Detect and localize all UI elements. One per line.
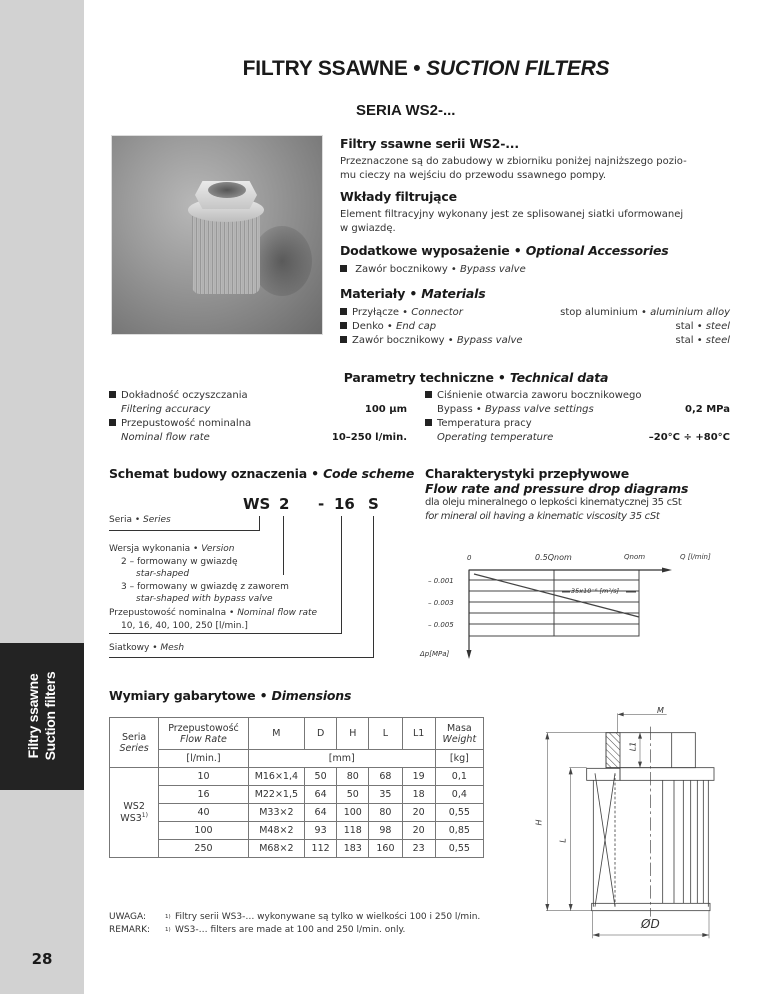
header-flow-pl: Przepustowość bbox=[168, 722, 239, 734]
code-scheme-title-pl: Schemat budowy oznaczenia • bbox=[109, 466, 324, 481]
x-tick-nom: Qnom bbox=[624, 553, 646, 561]
cell-l: 68 bbox=[369, 768, 402, 786]
code-v3-en: star-shaped with bypass valve bbox=[136, 594, 273, 604]
section2-line1: Element filtracyjny wykonany jest ze splisowanej siatki uformowanej bbox=[340, 209, 684, 220]
dimensions-table bbox=[109, 717, 484, 858]
tech-bypass-row bbox=[425, 403, 730, 417]
title-separator: • bbox=[407, 57, 427, 80]
cell-h: 80 bbox=[337, 768, 369, 786]
code-series-en: Series bbox=[143, 515, 171, 525]
flow-chart-svg bbox=[420, 550, 740, 665]
tech-accuracy-row bbox=[109, 403, 407, 417]
tech-bypass-en-prefix: Bypass • bbox=[437, 404, 485, 415]
tech-bypass-value: 0,2 MPa bbox=[685, 404, 730, 415]
section2-line2: w gwiazdę. bbox=[340, 223, 396, 234]
material-value bbox=[675, 334, 730, 348]
code-line-mesh bbox=[373, 516, 374, 658]
material-name bbox=[340, 320, 436, 334]
section2-title: Wkłady filtrujące bbox=[340, 189, 457, 204]
code-v3-pl: 3 – formowany w gwiazdę z zaworem bbox=[121, 581, 289, 592]
cell-l1: 18 bbox=[402, 786, 435, 804]
section-tab-label-pl: Filtry ssawne bbox=[25, 673, 41, 759]
code-line-flow bbox=[341, 516, 342, 634]
flow-chart-title-pl: Charakterystyki przepływowe bbox=[425, 466, 630, 481]
section1-title: Filtry ssawne serii WS2-... bbox=[340, 136, 519, 151]
cell-flow: 100 bbox=[159, 822, 248, 840]
flow-chart-header bbox=[425, 466, 735, 524]
cell-d: 93 bbox=[305, 822, 337, 840]
section1-text bbox=[340, 155, 730, 183]
section3-title-pl: Dodatkowe wyposażenie • bbox=[340, 243, 526, 258]
sidebar bbox=[0, 0, 84, 994]
material-name bbox=[340, 306, 463, 320]
table-row bbox=[110, 822, 484, 840]
code-scheme-title bbox=[109, 466, 414, 481]
code-series-label bbox=[109, 513, 171, 527]
cell-mass: 0,55 bbox=[435, 840, 483, 858]
cell-m: M22×1,5 bbox=[248, 786, 304, 804]
title-en: SUCTION FILTERS bbox=[426, 57, 610, 80]
note-pl-label: UWAGA: bbox=[109, 912, 146, 922]
viscosity-annotation: 35x10⁻⁶ [m²/s] bbox=[571, 587, 620, 595]
material-name-en: End cap bbox=[396, 321, 437, 332]
code-v2-en: star-shaped bbox=[136, 569, 190, 579]
x-tick-0: 0 bbox=[467, 554, 472, 562]
tech-temp-row bbox=[425, 431, 730, 445]
code-scheme-title-en: Code scheme bbox=[323, 466, 415, 481]
code-part-mesh: S bbox=[368, 495, 379, 513]
technical-right bbox=[425, 389, 730, 445]
material-name-en: Bypass valve bbox=[456, 335, 523, 346]
cell-l: 35 bbox=[369, 786, 402, 804]
table-row bbox=[110, 768, 484, 786]
flow-chart-subtitle-pl: dla oleju mineralnego o lepkości kinematycznej 35 cSt bbox=[425, 497, 682, 508]
cell-m: M68×2 bbox=[248, 840, 304, 858]
section1-line1: Przeznaczone są do zabudowy w zbiorniku poniżej najniższego pozio- bbox=[340, 156, 687, 167]
header-flow-en: Flow Rate bbox=[180, 733, 227, 745]
y-tick-1: – 0.003 bbox=[428, 599, 454, 607]
flow-chart-title-en: Flow rate and pressure drop diagrams bbox=[425, 481, 689, 496]
header-l: L bbox=[369, 718, 402, 750]
header-series-en: Series bbox=[119, 742, 149, 754]
cell-d: 64 bbox=[305, 804, 337, 822]
table-header-row bbox=[110, 718, 484, 750]
code-line-series bbox=[259, 516, 260, 531]
code-line-flow-h bbox=[109, 633, 342, 634]
accessory-item bbox=[340, 263, 526, 277]
title-pl: FILTRY SSAWNE bbox=[242, 57, 408, 80]
tech-temp-value: –20°C ÷ +80°C bbox=[648, 432, 730, 443]
label-l1: L1 bbox=[628, 741, 638, 752]
series-cell bbox=[110, 768, 159, 858]
technical-title-en: Technical data bbox=[509, 370, 609, 385]
code-flow-pl: Przepustowość nominalna • bbox=[109, 608, 238, 618]
tech-flow-value: 10–250 l/min. bbox=[331, 432, 407, 443]
cell-h: 183 bbox=[337, 840, 369, 858]
tech-bypass-en: Bypass valve settings bbox=[484, 404, 594, 415]
section2-text bbox=[340, 208, 730, 236]
section4-title-en: Materials bbox=[421, 286, 486, 301]
flow-chart-subtitle-en: for mineral oil having a kinematic viscosity 35 cSt bbox=[425, 511, 660, 522]
label-l: L bbox=[558, 838, 568, 843]
cell-h: 50 bbox=[337, 786, 369, 804]
header-l1: L1 bbox=[402, 718, 435, 750]
header-flow bbox=[159, 718, 248, 750]
cell-l: 98 bbox=[369, 822, 402, 840]
cell-d: 112 bbox=[305, 840, 337, 858]
note-pl-text: Filtry serii WS3-… wykonywane są tylko w wielkości 100 i 250 l/min. bbox=[175, 912, 481, 922]
filter-mesh-body bbox=[192, 216, 260, 294]
cell-flow: 40 bbox=[159, 804, 248, 822]
code-version-pl: Wersja wykonania • bbox=[109, 544, 202, 554]
code-mesh-en: Mesh bbox=[160, 643, 185, 653]
footnotes bbox=[109, 911, 480, 937]
series-ws3 bbox=[112, 812, 156, 824]
footnote-ref: 1) bbox=[141, 811, 148, 819]
note-en-label: REMARK: bbox=[109, 925, 151, 935]
technical-title-pl: Parametry techniczne • bbox=[343, 370, 510, 385]
tech-temp-label-pl: Temperatura pracy bbox=[425, 417, 730, 431]
code-flow-en: Nominal flow rate bbox=[237, 608, 318, 618]
code-flow-label bbox=[109, 607, 317, 620]
header-mass-en: Weight bbox=[442, 733, 477, 745]
cell-m: M48×2 bbox=[248, 822, 304, 840]
header-m: M bbox=[248, 718, 304, 750]
y-tick-0: – 0.001 bbox=[428, 577, 454, 585]
note-en-text: WS3-… filters are made at 100 and 250 l/min. only. bbox=[175, 925, 406, 935]
code-series-pl: Seria • bbox=[109, 515, 143, 525]
label-h: H bbox=[534, 819, 544, 826]
note-en bbox=[109, 924, 480, 937]
cell-flow: 10 bbox=[159, 768, 248, 786]
tech-flow-row bbox=[109, 431, 407, 445]
cell-l1: 19 bbox=[402, 768, 435, 786]
x-tick-half: 0.5Qnom bbox=[535, 553, 572, 562]
code-flow-values: 10, 16, 40, 100, 250 [l/min.] bbox=[121, 620, 248, 631]
table-row bbox=[110, 804, 484, 822]
section4-title bbox=[340, 286, 485, 301]
tech-accuracy-label-pl: Dokładność oczyszczania bbox=[109, 389, 407, 403]
table-row bbox=[110, 786, 484, 804]
series-title: SERIA WS2-... bbox=[356, 102, 456, 119]
series-ws2: WS2 bbox=[123, 800, 145, 812]
cell-l1: 20 bbox=[402, 822, 435, 840]
material-name bbox=[340, 334, 523, 348]
tech-temp-label-en: Operating temperature bbox=[437, 432, 554, 443]
code-version-label bbox=[109, 543, 289, 556]
code-part-ws: WS bbox=[243, 495, 271, 513]
unit-mm: [mm] bbox=[248, 750, 435, 768]
section4-title-pl: Materiały • bbox=[340, 286, 422, 301]
header-series-pl: Seria bbox=[122, 731, 147, 743]
material-value-en: aluminium alloy bbox=[650, 307, 730, 318]
label-d: ØD bbox=[641, 917, 660, 931]
flow-chart bbox=[420, 550, 740, 665]
material-value bbox=[675, 320, 730, 334]
tech-flow-label-pl: Przepustowość nominalna bbox=[109, 417, 407, 431]
header-series bbox=[110, 718, 159, 768]
material-row bbox=[340, 320, 730, 334]
technical-left bbox=[109, 389, 407, 445]
photo-shadow bbox=[252, 226, 312, 296]
cell-d: 50 bbox=[305, 768, 337, 786]
x-axis-label: Q [l/min] bbox=[680, 553, 711, 561]
cell-h: 118 bbox=[337, 822, 369, 840]
note-pl-sup: 1) bbox=[165, 914, 171, 920]
cell-l1: 20 bbox=[402, 804, 435, 822]
cell-l1: 23 bbox=[402, 840, 435, 858]
tech-bypass-label-en bbox=[437, 403, 594, 417]
dimensions-title-pl: Wymiary gabarytowe • bbox=[109, 688, 272, 703]
material-value-pl: stal • bbox=[675, 335, 706, 346]
cell-m: M33×2 bbox=[248, 804, 304, 822]
table-units-row bbox=[110, 750, 484, 768]
cell-l: 80 bbox=[369, 804, 402, 822]
code-part-dash: - bbox=[318, 495, 325, 513]
y-tick-2: – 0.005 bbox=[428, 621, 454, 629]
code-part-flow: 16 bbox=[334, 495, 355, 513]
cell-mass: 0,4 bbox=[435, 786, 483, 804]
cell-h: 100 bbox=[337, 804, 369, 822]
technical-title bbox=[84, 370, 768, 385]
material-value-pl: stal • bbox=[675, 321, 706, 332]
material-value-pl: stop aluminium • bbox=[560, 307, 651, 318]
code-mesh-label bbox=[109, 641, 184, 655]
material-value bbox=[560, 306, 730, 320]
accessory-en: Bypass valve bbox=[460, 264, 526, 275]
header-mass bbox=[435, 718, 483, 750]
material-value-en: steel bbox=[705, 321, 730, 332]
material-name-pl: Zawór bocznikowy • bbox=[352, 335, 457, 346]
materials-list bbox=[340, 306, 730, 348]
section-tab-label-en: Suction filters bbox=[42, 671, 58, 761]
product-photo bbox=[111, 135, 323, 335]
cell-l: 160 bbox=[369, 840, 402, 858]
page-number: 28 bbox=[31, 950, 53, 968]
cell-mass: 0,1 bbox=[435, 768, 483, 786]
y-axis-label: Δp[MPa] bbox=[420, 650, 450, 658]
cell-flow: 250 bbox=[159, 840, 248, 858]
tech-bypass-label-pl: Ciśnienie otwarcia zaworu bocznikowego bbox=[425, 389, 730, 403]
code-part-version: 2 bbox=[279, 495, 290, 513]
technical-drawing bbox=[520, 690, 740, 950]
header-d: D bbox=[305, 718, 337, 750]
material-name-pl: Przyłącze • bbox=[352, 307, 412, 318]
material-name-pl: Denko • bbox=[352, 321, 396, 332]
code-line-mesh-h bbox=[109, 657, 374, 658]
section3-title-en: Optional Accessories bbox=[525, 243, 669, 258]
series-ws3-label: WS3 bbox=[120, 813, 142, 825]
section1-line2: mu cieczy na wejściu do przewodu ssawnego pompy. bbox=[340, 170, 607, 181]
material-value-en: steel bbox=[705, 335, 730, 346]
technical-drawing-svg bbox=[520, 690, 740, 950]
code-flow-block bbox=[109, 607, 317, 632]
unit-flow: [l/min.] bbox=[159, 750, 248, 768]
cell-mass: 0,55 bbox=[435, 804, 483, 822]
table-row bbox=[110, 840, 484, 858]
cell-flow: 16 bbox=[159, 786, 248, 804]
note-pl bbox=[109, 911, 480, 924]
cell-m: M16×1,4 bbox=[248, 768, 304, 786]
filter-thread-hole bbox=[208, 182, 246, 198]
material-row bbox=[340, 334, 730, 348]
tech-accuracy-value: 100 µm bbox=[364, 404, 407, 415]
code-line-series-h bbox=[109, 530, 260, 531]
dimensions-title bbox=[109, 688, 351, 703]
header-h: H bbox=[337, 718, 369, 750]
code-mesh-pl: Siatkowy • bbox=[109, 643, 161, 653]
tech-accuracy-label-en: Filtering accuracy bbox=[121, 404, 211, 415]
material-row bbox=[340, 306, 730, 320]
code-version-en: Version bbox=[201, 544, 235, 554]
tech-flow-label-en: Nominal flow rate bbox=[121, 432, 210, 443]
page-title bbox=[84, 57, 768, 81]
cell-d: 64 bbox=[305, 786, 337, 804]
header-mass-pl: Masa bbox=[446, 722, 472, 734]
code-v2-pl: 2 – formowany w gwiazdę bbox=[121, 556, 238, 567]
label-m: M bbox=[657, 706, 664, 715]
note-en-sup: 1) bbox=[165, 927, 171, 933]
code-version-block bbox=[109, 543, 289, 606]
unit-kg: [kg] bbox=[435, 750, 483, 768]
section3-title bbox=[340, 243, 669, 258]
material-name-en: Connector bbox=[411, 307, 463, 318]
cell-mass: 0,85 bbox=[435, 822, 483, 840]
dimensions-title-en: Dimensions bbox=[271, 688, 352, 703]
accessory-pl: Zawór bocznikowy • bbox=[355, 264, 460, 275]
section-tab-label bbox=[25, 672, 59, 761]
